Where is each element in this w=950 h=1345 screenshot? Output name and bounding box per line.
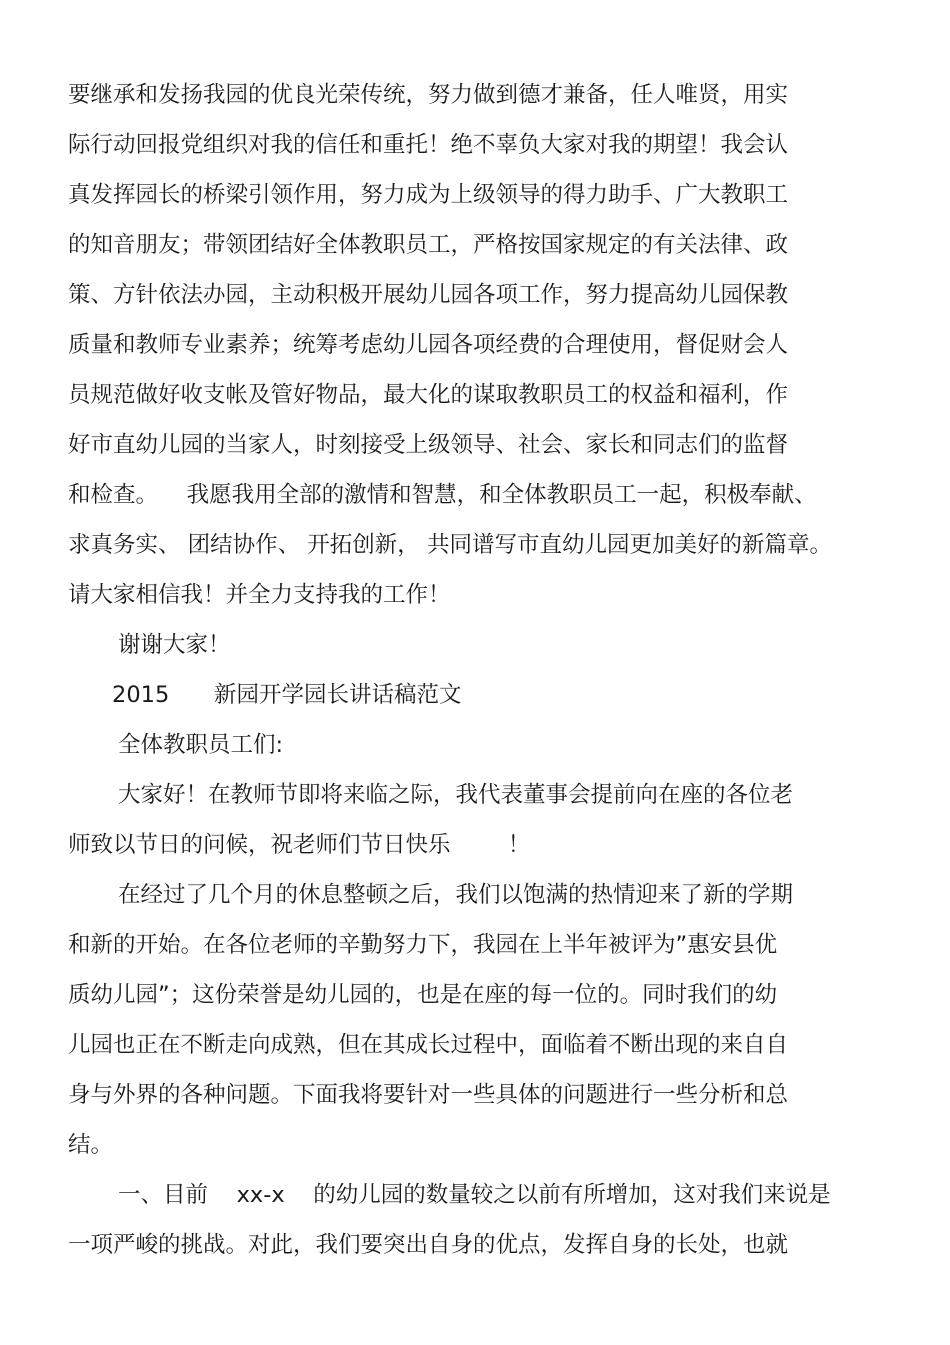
text-line: 好市直幼儿园的当家人，时刻接受上级领导、社会、家长和同志们的监督 bbox=[68, 432, 789, 458]
text-line: 质幼儿园”；这份荣誉是幼儿园的，也是在座的每一位的。同时我们的幼 bbox=[68, 982, 778, 1008]
text-line: 请大家相信我！并全力支持我的工作！ bbox=[68, 582, 451, 608]
text-line: 和新的开始。在各位老师的辛勤努力下，我园在上半年被评为”惠安县优 bbox=[68, 932, 778, 958]
text-line: 和检查。 我愿我用全部的激情和智慧，和全体教职员工一起，积极奉献、 bbox=[68, 482, 817, 508]
text-line: 求真务实、 团结协作、 开拓创新， 共同谱写市直幼儿园更加美好的新篇章。 bbox=[68, 532, 832, 558]
heading-title: 新园开学园长讲话稿范文 bbox=[214, 682, 462, 708]
text-line: 在经过了几个月的休息整顿之后，我们以饱满的热情迎来了新的学期 bbox=[118, 882, 794, 908]
text-line: 谢谢大家！ bbox=[118, 632, 231, 658]
text-line: 一项严峻的挑战。对此，我们要突出自身的优点，发挥自身的长处，也就 bbox=[68, 1232, 789, 1258]
text-line: 结。 bbox=[68, 1132, 114, 1158]
text-line: 大家好！在教师节即将来临之际，我代表董事会提前向在座的各位老 bbox=[118, 782, 794, 808]
text-line: 儿园也正在不断走向成熟，但在其成长过程中，面临着不断出现的来自自 bbox=[68, 1032, 789, 1058]
text-line: 员规范做好收支帐及管好物品，最大化的谋取教职员工的权益和福利，作 bbox=[68, 382, 789, 408]
salutation: 全体教职员工们: bbox=[118, 732, 284, 758]
text-line: 策、方针依法办园，主动积极开展幼儿园各项工作，努力提高幼儿园保教 bbox=[68, 282, 789, 308]
text-line: 身与外界的各种问题。下面我将要针对一些具体的问题进行一些分析和总 bbox=[68, 1082, 789, 1108]
heading-year: 2015 bbox=[112, 682, 170, 708]
text-line: 要继承和发扬我园的优良光荣传统，努力做到德才兼备，任人唯贤，用实 bbox=[68, 82, 789, 108]
text-line: 师致以节日的问候，祝老师们节日快乐 ！ bbox=[68, 832, 531, 858]
text-line: 的知音朋友；带领团结好全体教职员工，严格按国家规定的有关法律、政 bbox=[68, 232, 789, 258]
text-line: 真发挥园长的桥梁引领作用，努力成为上级领导的得力助手、广大教职工 bbox=[68, 182, 789, 208]
text-line: 一、目前 xx-x 的幼儿园的数量较之以前有所增加，这对我们来说是 bbox=[118, 1182, 831, 1208]
text-line: 际行动回报党组织对我的信任和重托！绝不辜负大家对我的期望！我会认 bbox=[68, 132, 789, 158]
text-line: 质量和教师专业素养；统筹考虑幼儿园各项经费的合理使用，督促财会人 bbox=[68, 332, 789, 358]
